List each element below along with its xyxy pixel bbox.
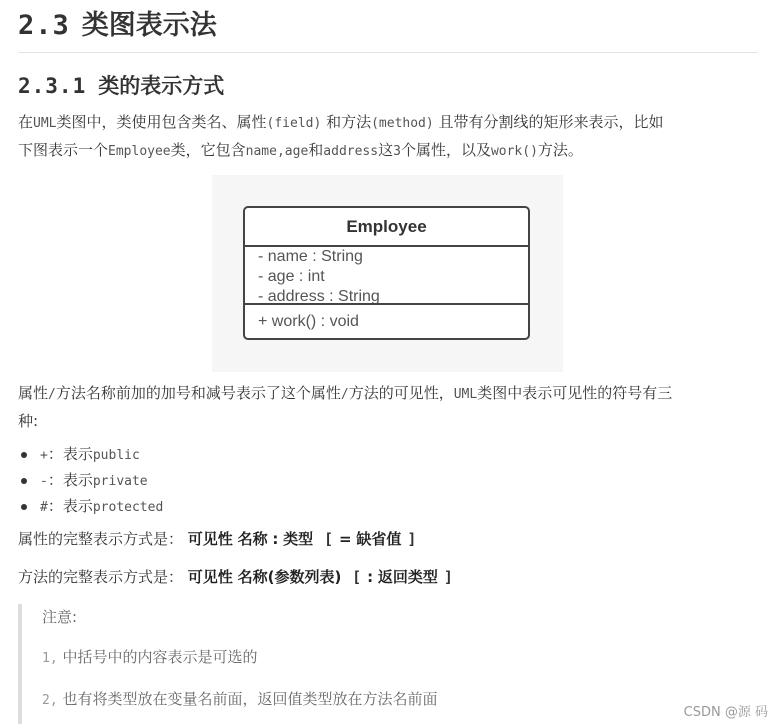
note-item: 2, 也有将类型放在变量名前面，返回值类型放在方法名前面	[42, 690, 438, 708]
text-run: 类，它包含	[170, 141, 246, 159]
uml-attribute: - name : String	[258, 248, 363, 265]
section-title: 类图表示法	[81, 10, 217, 41]
text-run: 且带有分割线的矩形来表示，比如	[433, 113, 664, 131]
text-run: 方法的可见性，	[348, 384, 454, 402]
uml-operation: + work() : void	[258, 313, 359, 330]
text-run: 下图表示一个	[18, 141, 109, 159]
note-blockquote	[18, 604, 758, 724]
inline-code: Employee	[108, 144, 171, 159]
text-run: 在	[18, 113, 34, 131]
inline-code: UML	[33, 116, 57, 131]
article-body	[18, 0, 758, 724]
intro-line-2	[18, 141, 583, 159]
text-run: 方法。	[537, 141, 583, 159]
subsection-title: 类的表示方式	[98, 74, 225, 98]
visibility-line-2: 种:	[18, 412, 39, 430]
visibility-list	[18, 442, 758, 520]
uml-class-name: Employee	[245, 208, 528, 247]
subsection-number: 2.3.1	[18, 74, 87, 98]
inline-code: address	[323, 144, 379, 159]
intro-line-1	[18, 113, 664, 131]
list-item: +：表示public	[40, 442, 758, 468]
inline-code: /	[48, 387, 56, 402]
text-run: 属性	[18, 384, 49, 402]
text-run: 和	[308, 141, 324, 159]
inline-code: 3	[393, 144, 401, 159]
method-format-label: 方法的完整表示方式是：	[18, 568, 184, 586]
note-title: 注意:	[42, 608, 78, 626]
uml-attributes	[245, 247, 528, 305]
method-format: 方法的完整表示方式是： 可见性 名称(参数列表) [ : 返回类型 ]	[18, 568, 453, 586]
text-run: 个属性，以及	[400, 141, 491, 159]
text-run: 这	[378, 141, 394, 159]
inline-code: work()	[490, 144, 538, 159]
text-run: 方法名称前加的加号和减号表示了这个属性	[55, 384, 341, 402]
list-item: #：表示protected	[40, 494, 758, 520]
list-item: -：表示private	[40, 468, 758, 494]
uml-class-figure	[212, 175, 563, 372]
attribute-format-label: 属性的完整表示方式是：	[18, 530, 184, 548]
uml-attribute: - address : String	[258, 288, 380, 305]
inline-code: /	[340, 387, 349, 402]
visibility-paragraph	[18, 380, 758, 434]
inline-code: name,age	[245, 144, 309, 159]
text-run: 类图中表示可见性的符号有三	[477, 384, 673, 402]
visibility-line-1	[18, 384, 672, 402]
uml-attribute: - age : int	[258, 268, 325, 285]
text-run: 和方法	[321, 113, 372, 131]
attribute-format: 属性的完整表示方式是： 可见性 名称 : 类型 [ = 缺省值 ]	[18, 530, 417, 548]
intro-paragraph	[18, 109, 758, 165]
inline-code: (method)	[371, 116, 434, 131]
inline-code: UML	[453, 387, 478, 402]
text-run: 类图中，类使用包含类名、属性	[56, 113, 267, 131]
uml-operations	[245, 305, 528, 339]
csdn-watermark: CSDN @源 码	[683, 705, 768, 720]
uml-class-box	[243, 206, 530, 340]
section-number: 2.3	[18, 10, 70, 41]
inline-code: (field)	[266, 116, 322, 131]
subsection-heading	[18, 69, 758, 103]
note-item: 1, 中括号中的内容表示是可选的	[42, 648, 258, 666]
section-heading	[18, 0, 758, 53]
